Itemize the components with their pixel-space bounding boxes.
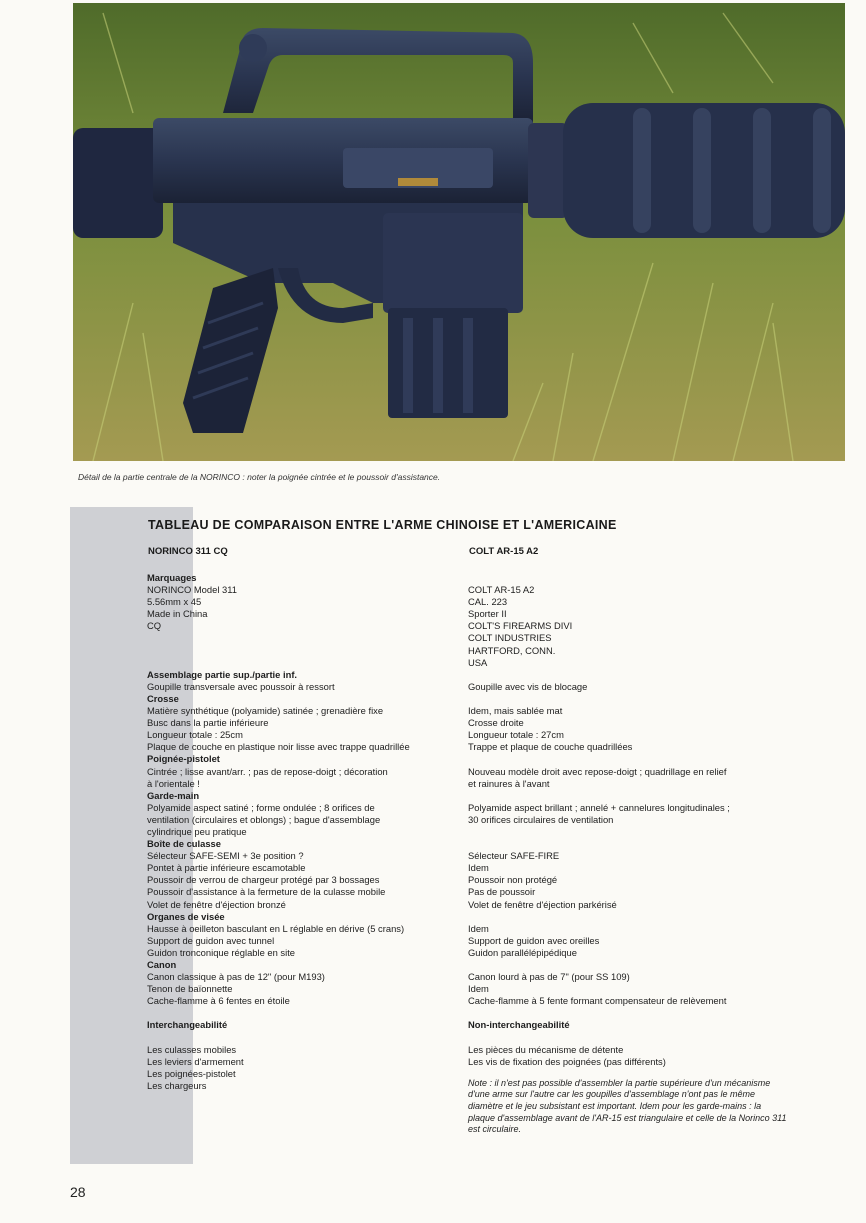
text-line: USA <box>468 656 488 668</box>
text-line: Plaque de couche en plastique noir lisse avec trappe quadrillée <box>147 741 410 753</box>
note-paragraph: Note : il n'est pas possible d'assembler la partie supérieure d'un mécanisme d'une arme sur l'autre car les goupilles d'assemblage n'ont pas le même diamètre et le jeu subsistant est important. Idem pour les garde-mains : la plaque d'assemblage avant de l'AR-15 est triangulaire et celle de la Norinco 311 est circulaire. <box>468 1077 787 1135</box>
section-heading: Non-interchangeabilité <box>468 1019 570 1031</box>
text-line: Cache-flamme à 6 fentes en étoile <box>147 995 290 1007</box>
text-line: Pontet à partie inférieure escamotable <box>147 862 306 874</box>
text-line: Crosse droite <box>468 717 524 729</box>
text-line: 5.56mm x 45 <box>147 596 202 608</box>
text-line: Longueur totale : 25cm <box>147 729 243 741</box>
text-line: COLT AR-15 A2 <box>468 584 535 596</box>
right-column <box>468 572 798 1136</box>
text-line: à l'orientale ! <box>147 777 200 789</box>
rifle-photo <box>73 3 845 461</box>
text-line: Les poignées-pistolet <box>147 1067 236 1079</box>
text-line: Tenon de baïonnette <box>147 983 233 995</box>
text-line: Les vis de fixation des poignées (pas différents) <box>468 1055 666 1067</box>
text-line: Guidon parallélépipédique <box>468 946 577 958</box>
text-line: Longueur totale : 27cm <box>468 729 564 741</box>
text-line: Cintrée ; lisse avant/arr. ; pas de repose-doigt ; décoration <box>147 765 388 777</box>
text-line: Busc dans la partie inférieure <box>147 717 269 729</box>
text-line: et rainures à l'avant <box>468 777 550 789</box>
text-line: Sporter II <box>468 608 507 620</box>
text-line: Guidon tronconique réglable en site <box>147 946 296 958</box>
text-line: Poussoir d'assistance à la fermeture de la culasse mobile <box>147 886 386 898</box>
text-line: Les chargeurs <box>147 1079 207 1091</box>
photo-caption: Détail de la partie centrale de la NORINCO : noter la poignée cintrée et le poussoir d'assistance. <box>78 472 441 482</box>
text-line: Idem, mais sablée mat <box>468 705 563 717</box>
text-line: Idem <box>468 922 489 934</box>
section-heading: Garde-main <box>147 789 200 801</box>
section-heading: Canon <box>147 959 177 970</box>
text-line: COLT INDUSTRIES <box>468 632 552 644</box>
section-heading: Organes de visée <box>147 910 225 922</box>
left-column-title: NORINCO 311 CQ <box>148 546 228 557</box>
text-line: COLT'S FIREARMS DIVI <box>468 620 573 632</box>
text-line: Sélecteur SAFE-FIRE <box>468 850 560 862</box>
text-line: cylindrique peu pratique <box>147 825 247 837</box>
text-line: Sélecteur SAFE-SEMI + 3e position ? <box>147 850 304 862</box>
text-line: Pas de poussoir <box>468 886 536 898</box>
section-heading: Crosse <box>147 692 179 704</box>
text-line: HARTFORD, CONN. <box>468 644 556 656</box>
text-line: Support de guidon avec tunnel <box>147 934 275 946</box>
section-heading: Assemblage partie sup./partie inf. <box>147 668 298 680</box>
section-heading: Interchangeabilité <box>147 1019 228 1031</box>
text-line: Les culasses mobiles <box>147 1043 237 1055</box>
text-line: Poussoir de verrou de chargeur protégé par 3 bossages <box>147 874 380 886</box>
text-line: CQ <box>147 620 162 632</box>
text-line: Canon lourd à pas de 7" (pour SS 109) <box>468 971 630 983</box>
page-number: 28 <box>70 1184 86 1200</box>
text-line: Volet de fenêtre d'éjection bronzé <box>147 898 286 910</box>
section-heading: Poignée-pistolet <box>147 753 220 765</box>
section-heading: Boîte de culasse <box>147 838 221 850</box>
text-line: Goupille transversale avec poussoir à ressort <box>147 680 335 692</box>
text-line: Made in China <box>147 608 208 620</box>
text-line: Nouveau modèle droit avec repose-doigt ; quadrillage en relief <box>468 765 727 777</box>
text-line: Idem <box>468 862 489 874</box>
text-line: Trappe et plaque de couche quadrillées <box>468 741 633 753</box>
text-line: Matière synthétique (polyamide) satinée ; grenadière fixe <box>147 705 384 717</box>
left-column <box>147 572 467 1092</box>
text-line: Polyamide aspect satiné ; forme ondulée ; 8 orifices de <box>147 801 375 813</box>
text-line: Polyamide aspect brillant ; annelé + cannelures longitudinales ; <box>468 801 730 813</box>
text-line: NORINCO Model 311 <box>147 584 237 596</box>
text-line: Les pièces du mécanisme de détente <box>468 1043 624 1055</box>
section-heading: Marquages <box>147 572 197 583</box>
text-line: ventilation (circulaires et oblongs) ; bague d'assemblage <box>147 813 381 825</box>
text-line: 30 orifices circulaires de ventilation <box>468 813 614 825</box>
text-line: Support de guidon avec oreilles <box>468 934 600 946</box>
text-line: Les leviers d'armement <box>147 1055 244 1067</box>
text-line: Poussoir non protégé <box>468 874 558 886</box>
text-line: Hausse à oeilleton basculant en L réglable en dérive (5 crans) <box>147 922 405 934</box>
text-line: Volet de fenêtre d'éjection parkérisé <box>468 898 617 910</box>
text-line: Cache-flamme à 5 fente formant compensateur de relèvement <box>468 995 727 1007</box>
table-title: TABLEAU DE COMPARAISON ENTRE L'ARME CHINOISE ET L'AMERICAINE <box>148 518 617 532</box>
right-column-title: COLT AR-15 A2 <box>469 546 539 557</box>
text-line: Canon classique à pas de 12" (pour M193) <box>147 971 325 983</box>
text-line: Idem <box>468 983 489 995</box>
text-line: CAL. 223 <box>468 596 508 608</box>
text-line: Goupille avec vis de blocage <box>468 680 588 692</box>
